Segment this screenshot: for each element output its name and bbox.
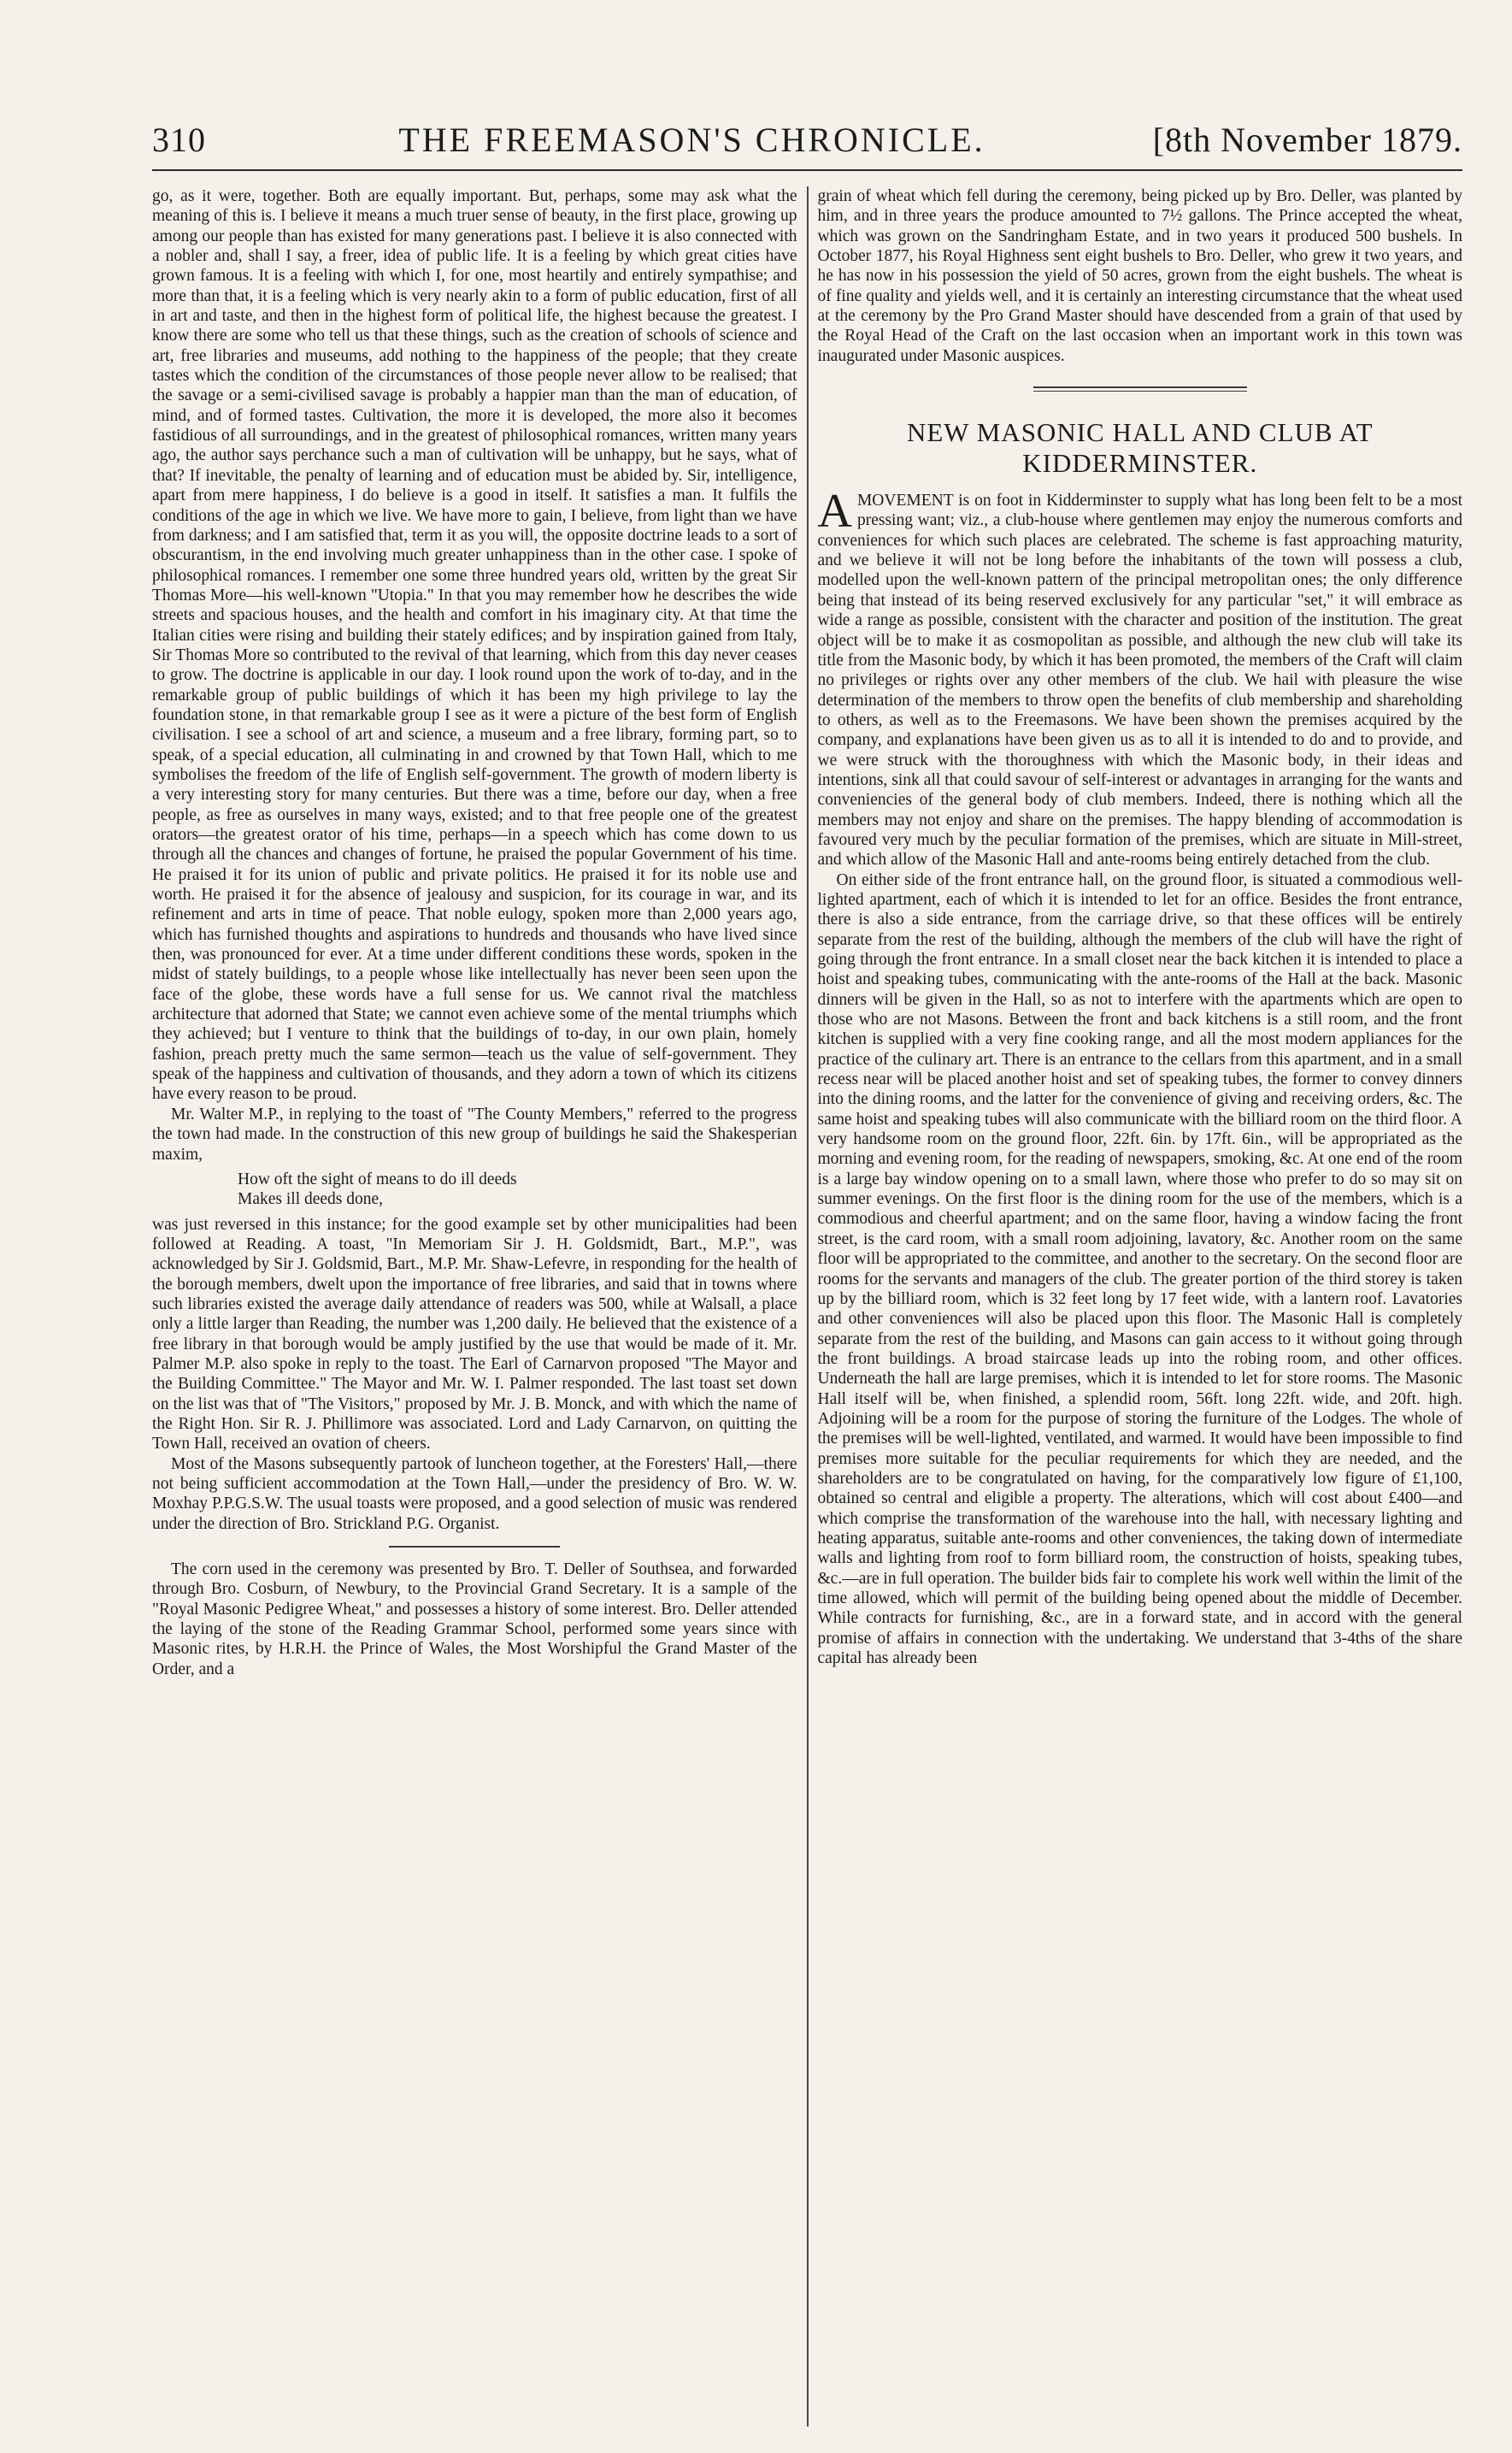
shakespeare-quote (238, 1170, 797, 1210)
quote-line-1: How oft the sight of means to do ill deeds (238, 1170, 517, 1188)
issue-date: [8th November 1879. (1152, 121, 1462, 159)
page-number: 310 (152, 121, 206, 159)
masthead (152, 120, 1462, 171)
left-paragraph-corn: The corn used in the ceremony was presented by Bro. T. Deller of Southsea, and forwarded through Bro. Cosburn, of Newbury, to the Provincial Grand Secretary. It is a sample of the "Royal Masonic Pedigree Wheat," and possesses a history of some interest. Bro. Deller attended the laying of the stone of the Reading Grammar School, performed some years since with Masonic rites, by H.R.H. the Prince of Wales, the Most Worshipful the Grand Master of the Order, and a (152, 1560, 797, 1678)
article-divider (1033, 386, 1247, 392)
left-paragraph-speech: go, as it were, together. Both are equally important. But, perhaps, some may ask what the meaning of this is. I believe it means a much truer sense of beauty, in the first place, growing up among our people than has existed for many generations past. I believe it is also connected with a nobler and, shall I say, a freer, idea of public life. It is a feeling by which great cities have grown famous. It is a feeling with which I, for one, most heartily and entirely sympathise; and more than that, it is a feeling which is very nearly akin to a form of public education, first of all in art and taste, and then in the highest form of political life, the highest because the greatest. I know there are some who tell us that these things, such as the creation of schools of science and art, free libraries and museums, add nothing to the happiness of the people; that they create tastes which the condition of the circumstances of those people never allow to be realised; that the savage or a semi-civilised savage is probably a happier man than the man of education, of mind, and of formed tastes. Cultivation, the more it is developed, the more also it becomes fastidious of all surroundings, and in the greatest of philosophical romances, written many years ago, the author says perchance such a man of cultivation will be unhappy, but he says, what of that? If inevitable, the penalty of learning and of education must be abided by. Sir, intelligence, apart from mere happiness, I do believe is a good in itself. It satisfies a man. It fulfils the conditions of the age in which we live. We have more to gain, I believe, from light than we have from darkness; and I am satisfied that, term it as you will, the opposite doctrine leads to a sort of obscurantism, in the end involving much greater unhappiness than in the other case. I spoke of philosophical romances. I remember one some three hundred years old, written by the great Sir Thomas More—his well-known "Utopia." In that you may remember how he describes the wide streets and spacious houses, and the health and comfort in his imaginary city. At that time the Italian cities were rising and building their stately edifices; and by inspiration gained from Italy, Sir Thomas More so contributed to the revival of that learning, which from this day never ceases to grow. The doctrine is applicable in our day. I look round upon the work of to-day, and in the remarkable group of public buildings of which it has been my high privilege to lay the foundation stone, in that remarkable group I see as it were a picture of the best form of English civilisation. I see a school of art and science, a museum and a free library, forming part, so to speak, of a special education, all culminating in and crowned by that Town Hall, which to me symbolises the freedom of the life of English self-government. The growth of modern liberty is a very interesting story for many centuries. But there was a time, before our day, when a free people, as free as ourselves in many ways, existed; and to that free people one of the greatest orators—the greatest orator of his time, perhaps—in a speech which has come down to us through all the chances and changes of fortune, he praised the popular Government of his time. He praised it for its union of public and private politics. He praised it for its noble use and worth. He praised it for the absence of jealousy and suspicion, for its courage in war, and its refinement and arts in time of peace. That noble eulogy, spoken more than 2,000 years ago, which has furnished thoughts and aspirations to hundreds and thousands who have lived since then, was pronounced for ever. At a time under different conditions these words, spoken in the midst of stately buildings, to a people whose like intellectually has never been seen upon the face of the globe, these words have a full sense for us. We cannot rival the matchless architecture that adorned that State; we cannot even achieve some of the mental triumphs which they achieved; but I venture to think that the buildings of to-day, in our own plain, homely fashion, preach pretty much the same sermon—teach us the value of self-government. They speak of the happiness and cultivation of thousands, and they adorn a town of which its citizens have every reason to be proud. (152, 187, 797, 1104)
article-intro (817, 485, 1463, 870)
section-divider (389, 1546, 560, 1548)
quote-line-2: Makes ill deeds done, (238, 1190, 384, 1209)
left-paragraph-luncheon: Most of the Masons subsequently partook of luncheon together, at the Foresters' Hall,—there not being sufficient accommodation at the Town Hall,—under the presidency of Bro. W. W. Moxhay P.P.G.S.W. The usual toasts were proposed, and a good selection of music was rendered under the direction of Bro. Strickland P.G. Organist. (152, 1454, 797, 1533)
article-description: On either side of the front entrance hall, on the ground floor, is situated a commodious well-lighted apartment, each of which it is intended to let for an office. Besides the front entrance, there is also a side entrance, from the carriage drive, so that these offices will be entirely separate from the rest of the building, although the members of the club will have the right of going through the front entrance. In a small closet near the back kitchen it is intended to place a hoist and speaking tubes, communicating with the ante-rooms of the Hall at the back. Masonic dinners will be given in the Hall, so as not to interfere with the apartments which are open to those who are not Masons. Between the front and back kitchens is a still room, and the front kitchen is supplied with a very fine cooking range, and all the most modern appliances for the practice of the culinary art. There is an entrance to the cellars from this apartment, and in a small recess near will be placed another hoist and set of speaking tubes, the former to convey dinners into the dining rooms, and the latter for the convenience of giving and receiving orders, &c. The same hoist and speaking tubes will also communicate with the billiard room on the third floor. A very handsome room on the ground floor, 22ft. 6in. by 17ft. 6in., will be appropriated as the morning and evening room, for the reading of newspapers, smoking, &c. At one end of the room is a large bay window opening on to a small lawn, where those who prefer to do so may sit on summer evenings. On the first floor is the dining room for the use of the members, which is a commodious and cheerful apartment; and on the same floor, having a window facing the front street, is the card room, with a small room adjoining, lavatory, &c. Another room on the same floor will be appropriated to the committee, and another to the secretary. On the second floor are rooms for the servants and managers of the club. The greater portion of the third storey is taken up by the billiard room, which is 32 feet long by 17 feet wide, with a lantern roof. Lavatories and other conveniences will also be placed upon this floor. The Masonic Hall is completely separate from the rest of the building, and Masons can gain access to it without going through the front buildings. A broad staircase leads up into the robing room, and other offices. Underneath the hall are large premises, which it is intended to let for store rooms. The Masonic Hall itself will be, when finished, a splendid room, 56ft. long 22ft. wide, and 20ft. high. Adjoining will be a room for the purpose of storing the furniture of the Lodges. The whole of the premises will be well-lighted, ventilated, and warmed. It would have been impossible to find premises more suitable for the peculiar requirements for which they are needed, and the shareholders are to be congratulated on having, for the comparatively low figure of £1,100, obtained so central and eligible a property. The alterations, which will cost about £400—and which comprise the transformation of the warehouse into the hall, with necessary lighting and heating apparatus, suitable ante-rooms and other conveniences, the taking down of intermediate walls and lighting from roof to form billiard room, the construction of hoists, speaking tubes, &c.—are in full operation. The builder bids fair to complete his work well within the limit of the time allowed, which will permit of the building being opened about the middle of December. While contracts for furnishing, &c., are in a forward state, and in accord with the general promise of affairs in connection with the undertaking. We understand that 3-4ths of the share capital has already been (817, 870, 1462, 1668)
article-intro-text: MOVEMENT is on foot in Kidderminster to supply what has long been felt to be a most pressing want; viz., a club-house where gentlemen may enjoy the numerous comforts and conveniences for which such places are celebrated. The scheme is fast approaching maturity, and we believe it will not be long before the inhabitants of the town will possess a club, modelled upon the well-known pattern of the principal metropolitan ones; the only difference being that instead of its being reserved exclusively for any particular "set," it will embrace as wide a range as possible, consistent with the character and position of the institution. The great object will be to make it as cosmopolitan as possible, and although the new club will take its title from the Masonic body, by which it has been promoted, the members of the Craft will claim no privileges or rights over any other members of the club. We hail with pleasure the wise determination of the members to throw open the benefits of club membership and shareholding to others, as well as to the Freemasons. We have been shown the premises acquired by the company, and explanations have been given us as to all it is intended to do and to provide, and we were struck with the thoroughness with which the Masonic body, in their ideas and intentions, sink all that could savour of self-interest or advantages in arranging for the wants and conveniencies of the general body of club members. Indeed, there is nothing which all the members may not enjoy and share on the premises. The happy blending of accommodation is favoured very much by the peculiar formation of the premises, which are situate in Mill-street, and which allow of the Masonic Hall and ante-rooms being entirely detached from the club. (817, 492, 1462, 870)
publication-title: THE FREEMASON'S CHRONICLE. (398, 121, 985, 159)
drop-cap: A (817, 485, 852, 539)
article-heading: NEW MASONIC HALL AND CLUB AT KIDDERMINSTER. (906, 417, 1374, 479)
right-paragraph-wheat: grain of wheat which fell during the ceremony, being picked up by Bro. Deller, was planted by him, and in three years the produce amounted to 7½ gallons. The Prince accepted the wheat, which was grown on the Sandringham Estate, and in two years it produced 500 bushels. In October 1877, his Royal Highness sent eight bushels to Bro. Deller, who grew it two years, and he has now in his possession the yield of 50 acres, grown from the eight bushels. The wheat is of fine quality and yields well, and it is certainly an interesting circumstance that the wheat used at the ceremony by the Pro Grand Master should have descended from a grain of that used by the Royal Head of the Craft on the last occasion when an important work in this town was inaugurated under Masonic auspices. (817, 187, 1462, 365)
columns (152, 186, 1462, 2426)
left-paragraph-walter: Mr. Walter M.P., in replying to the toast of "The County Members," referred to the progress the town had made. In the construction of this new group of buildings he said the Shakesperian maxim, (152, 1105, 797, 1164)
left-column (152, 186, 807, 2426)
left-paragraph-toasts: was just reversed in this instance; for the good example set by other municipalities had been followed at Reading. A toast, "In Memoriam Sir J. H. Goldsmidt, Bart., M.P.", was acknowledged by Sir J. Goldsmid, Bart., M.P. Mr. Shaw-Lefevre, in responding for the health of the borough members, dwelt upon the importance of free libraries, and said that in towns where such libraries existed the average daily attendance of readers was 500, while at Walsall, a place only a little larger than Reading, the number was 1,200 daily. He believed that the existence of a free library in that borough would be amply justified by the use that would be made of it. Mr. Palmer M.P. also spoke in reply to the toast. The Earl of Carnarvon proposed "The Mayor and the Building Committee." The Mayor and Mr. W. I. Palmer responded. The last toast set down on the list was that of "The Visitors," proposed by Mr. J. B. Monck, and with which the name of the Right Hon. Sir R. J. Phillimore was associated. Lord and Lady Carnarvon, on quitting the Town Hall, received an ovation of cheers. (152, 1215, 797, 1454)
right-column (809, 186, 1463, 2426)
